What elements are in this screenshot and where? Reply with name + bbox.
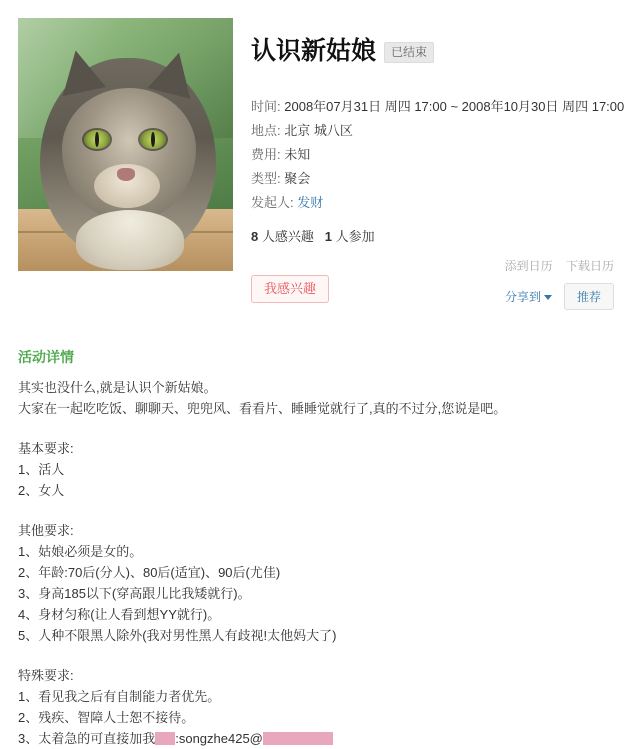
joined-count: 1 [324, 229, 332, 244]
calendar-links [495, 257, 614, 274]
description-section [18, 347, 614, 749]
cat-left-eye [84, 130, 110, 149]
info-value-time: 2008年07月31日 周四 17:00 ~ 2008年10月30日 周四 17:00 [284, 99, 625, 114]
interested-label: 人感兴趣 [261, 229, 314, 244]
contact-prefix: 3、太着急的可直接加我 [18, 731, 156, 746]
event-photo-container [18, 18, 233, 271]
info-row-organizer [251, 191, 614, 215]
desc-line: 2、女人 [18, 483, 65, 498]
masked-text-icon [263, 732, 333, 745]
description-heading: 活动详情 [18, 349, 74, 365]
attendance-counts [251, 227, 614, 247]
download-calendar-link[interactable]: 下载日历 [565, 259, 614, 273]
info-label-type: 类型: [251, 171, 281, 186]
desc-contact-line [18, 728, 614, 749]
share-to-label: 分享到 [504, 290, 541, 304]
share-row [505, 283, 614, 310]
info-row-type [251, 167, 614, 191]
desc-line: 2、年龄:70后(分人)、80后(适宜)、90后(尤佳) [18, 565, 281, 580]
title-row [251, 20, 614, 81]
desc-line: 其实也没什么,就是认识个新姑娘。 [18, 380, 217, 395]
desc-line: 基本要求: [18, 441, 74, 456]
desc-line: 1、活人 [18, 462, 65, 477]
desc-line: 5、人种不限黑人除外(我对男性黑人有歧视!太他妈大了) [18, 628, 337, 643]
status-badge: 已结束 [384, 42, 434, 63]
info-label-time: 时间: [251, 99, 281, 114]
desc-line: 4、身材匀称(让人看到想YY就行)。 [18, 607, 221, 622]
cat-photo [18, 18, 233, 271]
info-row-location [251, 119, 614, 143]
desc-line: 3、身高185以下(穿高跟儿比我矮就行)。 [18, 586, 251, 601]
cat-chest-fur [76, 210, 184, 270]
event-header [18, 18, 625, 321]
info-value-location: 北京 城八区 [284, 123, 353, 138]
cat-left-ear [54, 46, 106, 96]
recommend-button[interactable]: 推荐 [564, 283, 614, 310]
cat-right-eye [140, 130, 166, 149]
joined-label: 人参加 [335, 229, 375, 244]
organizer-link[interactable]: 发财 [297, 195, 324, 210]
desc-spacer [18, 646, 614, 665]
desc-line: 1、看见我之后有自制能力者优先。 [18, 689, 221, 704]
cat-nose [117, 168, 135, 181]
action-bar [251, 259, 614, 321]
share-to-dropdown[interactable] [505, 288, 552, 305]
info-label-location: 地点: [251, 123, 281, 138]
interested-count: 8 [251, 229, 259, 244]
desc-line: 1、姑娘必须是女的。 [18, 544, 143, 559]
desc-spacer [18, 419, 614, 438]
desc-line: 特殊要求: [18, 668, 74, 683]
masked-text-icon [155, 732, 175, 745]
desc-line: 大家在一起吃吃饭、聊聊天、兜兜风、看看片、睡睡觉就行了,真的不过分,您说是吧。 [18, 401, 507, 416]
info-value-type: 聚会 [284, 171, 311, 186]
contact-value: :songzhe425@ [175, 731, 263, 746]
info-value-fee-text: 未知 [284, 147, 311, 162]
info-row-time [251, 95, 625, 119]
desc-line: 其他要求: [18, 523, 74, 538]
info-label-fee: 费用: [251, 147, 281, 162]
info-row-fee [251, 143, 614, 167]
desc-line: 2、残疾、智障人士恕不接待。 [18, 710, 195, 725]
event-detail-column [251, 18, 625, 321]
add-to-calendar-link[interactable]: 添到日历 [504, 259, 553, 273]
interested-button[interactable]: 我感兴趣 [251, 275, 329, 303]
chevron-down-icon [544, 295, 552, 300]
page-title: 认识新姑娘 [251, 35, 377, 65]
info-label-organizer: 发起人: [251, 195, 294, 210]
desc-spacer [18, 501, 614, 520]
description-body [18, 377, 614, 749]
